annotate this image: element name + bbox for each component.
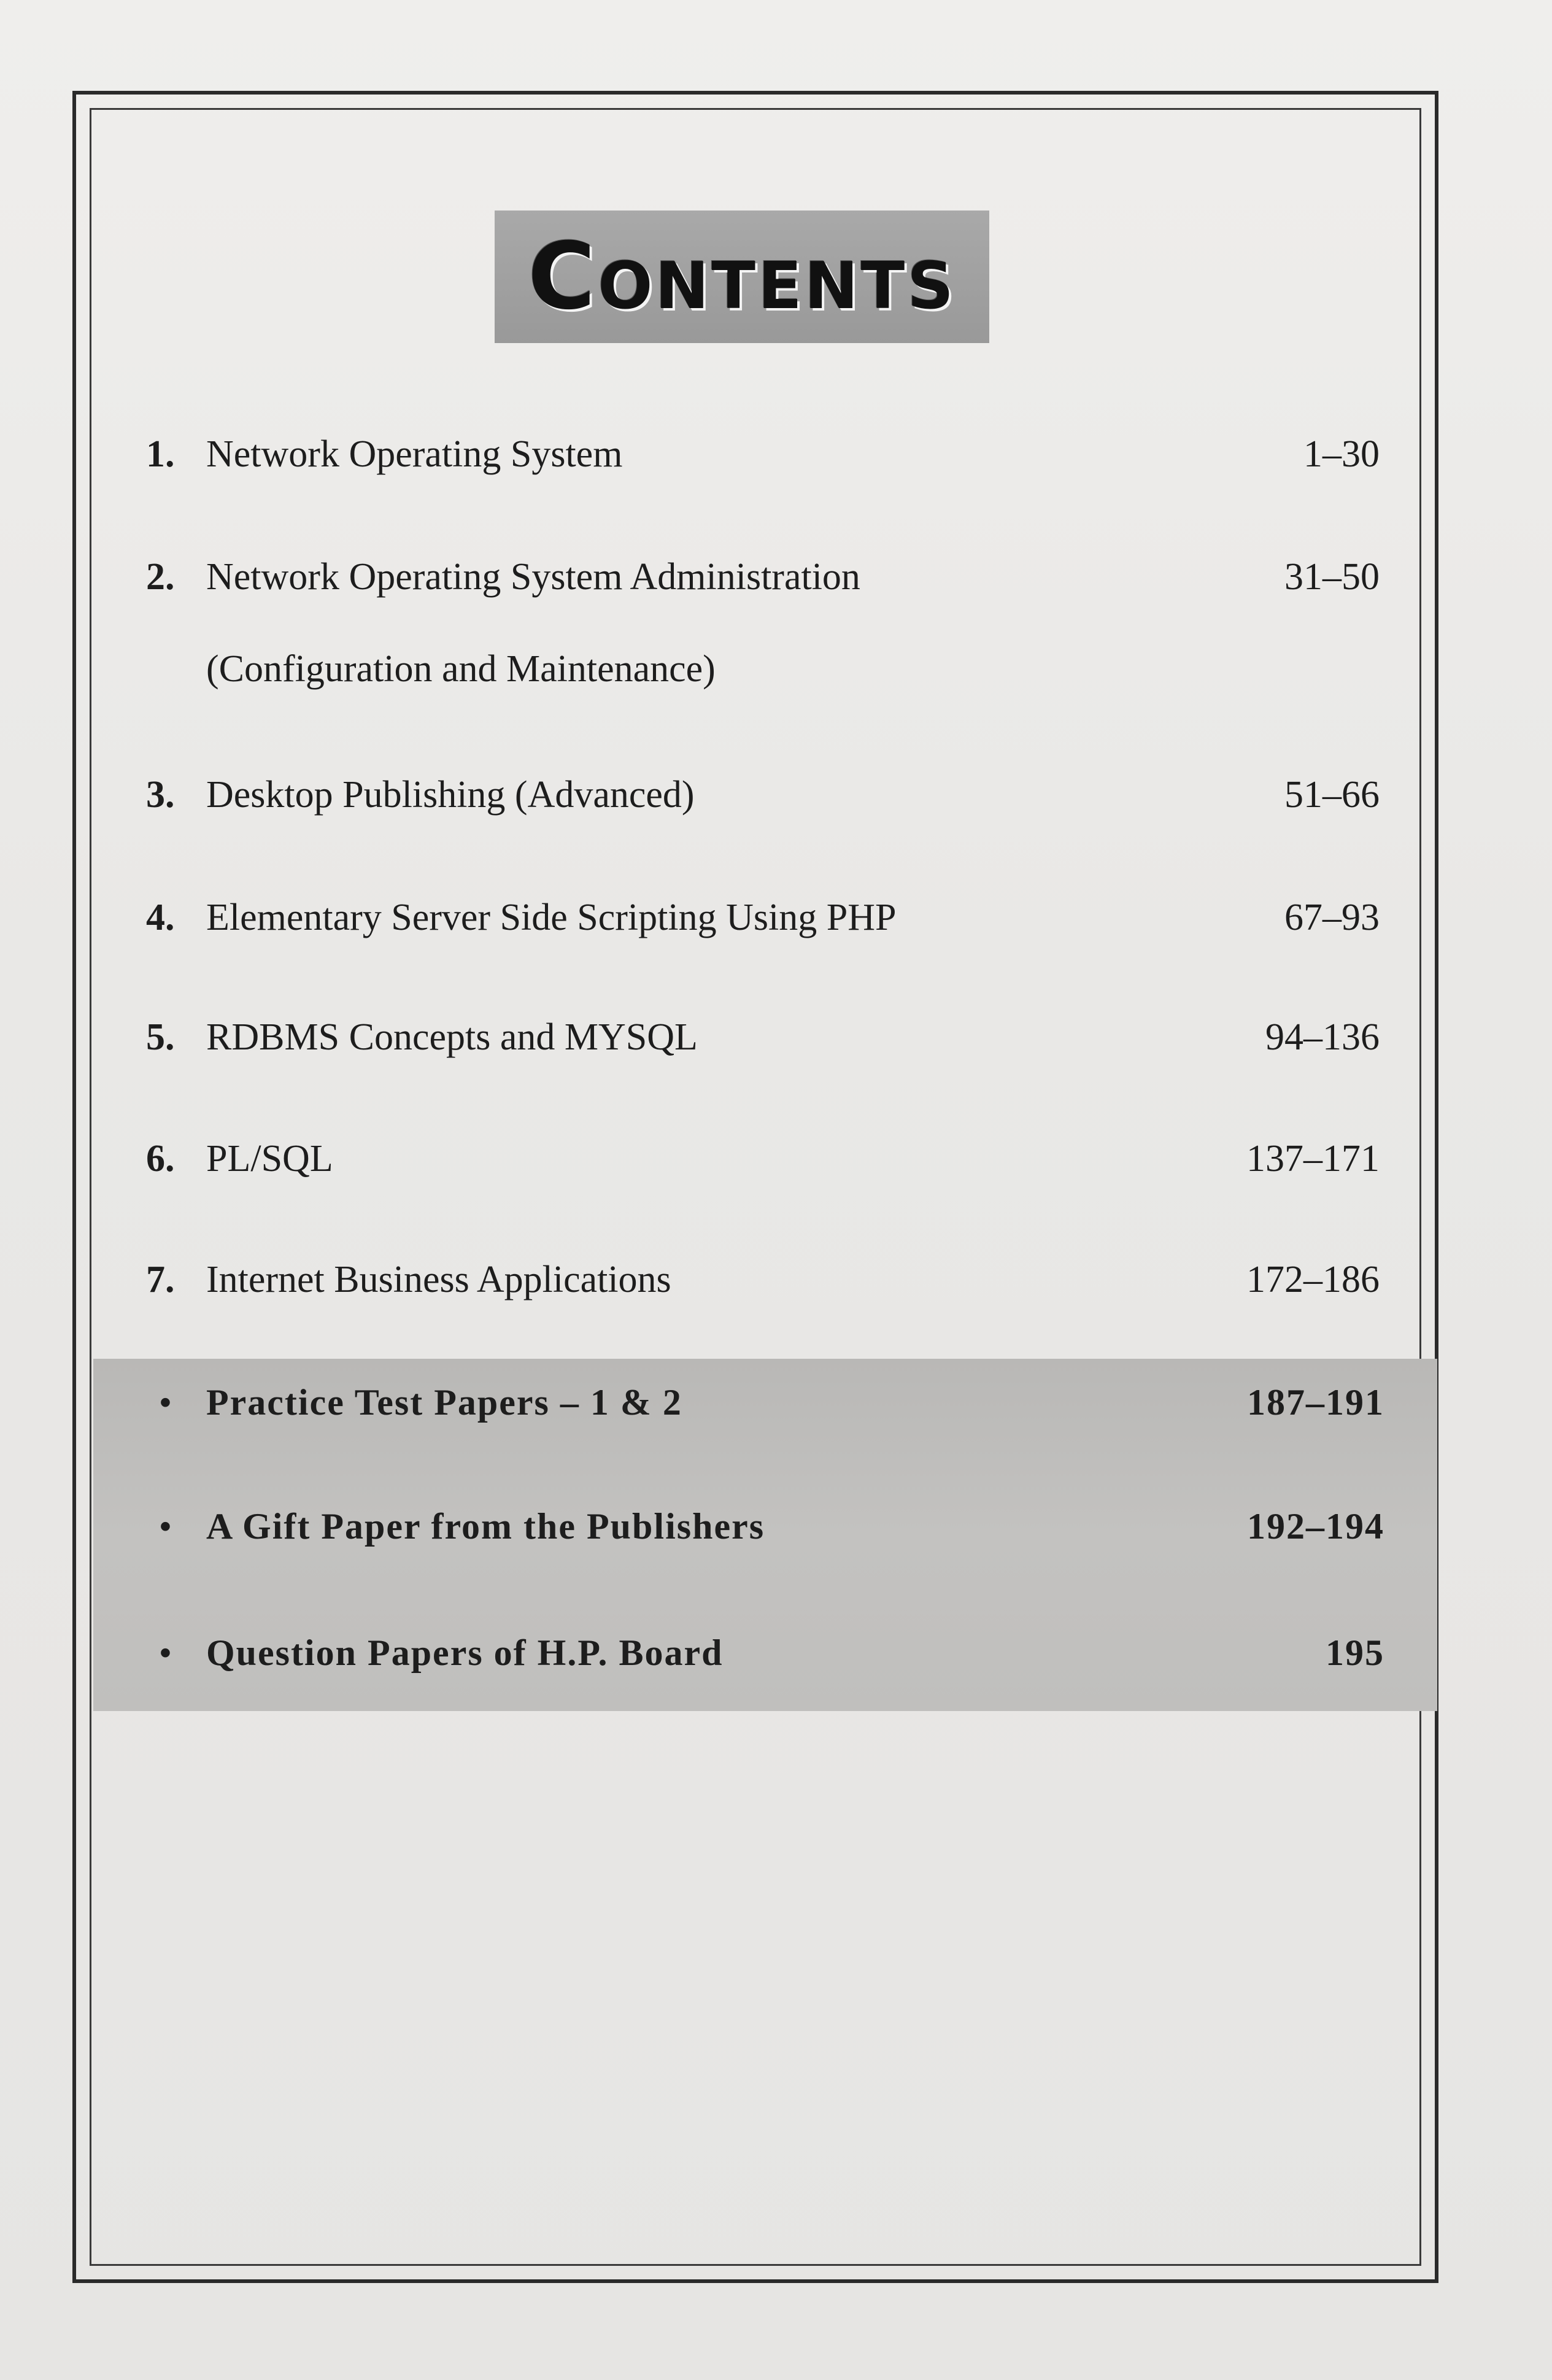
extra-pages: 187–191 (1247, 1382, 1384, 1423)
chapter-title: PL/SQL (206, 1138, 333, 1180)
chapter-pages: 94–136 (1265, 1016, 1380, 1058)
chapter-title: RDBMS Concepts and MYSQL (206, 1016, 698, 1058)
bullet-icon: • (160, 1634, 172, 1671)
toc-entry-1 (146, 427, 1380, 482)
toc-extra-2 (160, 1499, 1384, 1554)
contents-title-box (495, 211, 989, 343)
toc-entry-2 (146, 549, 1380, 690)
chapter-number: 2. (146, 556, 175, 598)
chapter-title: Elementary Server Side Scripting Using PHP (206, 897, 897, 938)
chapter-number: 1. (146, 433, 175, 475)
toc-entry-5 (146, 1010, 1380, 1065)
chapter-number: 4. (146, 897, 175, 938)
toc-extra-3 (160, 1625, 1384, 1680)
toc-entry-7 (146, 1252, 1380, 1307)
chapter-subtitle: (Configuration and Maintenance) (206, 648, 716, 690)
bullet-icon: • (160, 1384, 172, 1421)
chapter-pages: 67–93 (1284, 897, 1380, 938)
toc-entry-3 (146, 767, 1380, 822)
toc-extra-1 (160, 1375, 1384, 1430)
toc-entry-6 (146, 1131, 1380, 1186)
chapter-pages: 51–66 (1284, 774, 1380, 816)
chapter-pages: 1–30 (1303, 433, 1380, 475)
extra-pages: 192–194 (1247, 1506, 1384, 1547)
page-title: Contents (528, 223, 956, 330)
chapter-title: Internet Business Applications (206, 1259, 671, 1300)
extra-title: Question Papers of H.P. Board (206, 1632, 724, 1673)
bullet-icon: • (160, 1508, 172, 1545)
chapter-pages: 31–50 (1284, 556, 1380, 598)
extra-title: Practice Test Papers – 1 & 2 (206, 1382, 682, 1423)
chapter-pages: 137–171 (1246, 1138, 1380, 1180)
extra-pages: 195 (1326, 1632, 1384, 1673)
chapter-title: Network Operating System Administration (206, 556, 860, 598)
toc-entry-4 (146, 890, 1380, 945)
chapter-pages: 172–186 (1246, 1259, 1380, 1300)
chapter-title: Desktop Publishing (Advanced) (206, 774, 695, 816)
chapter-title: Network Operating System (206, 433, 623, 475)
chapter-number: 6. (146, 1138, 175, 1180)
chapter-number: 5. (146, 1016, 175, 1058)
chapter-number: 7. (146, 1259, 175, 1300)
chapter-number: 3. (146, 774, 175, 816)
extra-title: A Gift Paper from the Publishers (206, 1506, 765, 1547)
